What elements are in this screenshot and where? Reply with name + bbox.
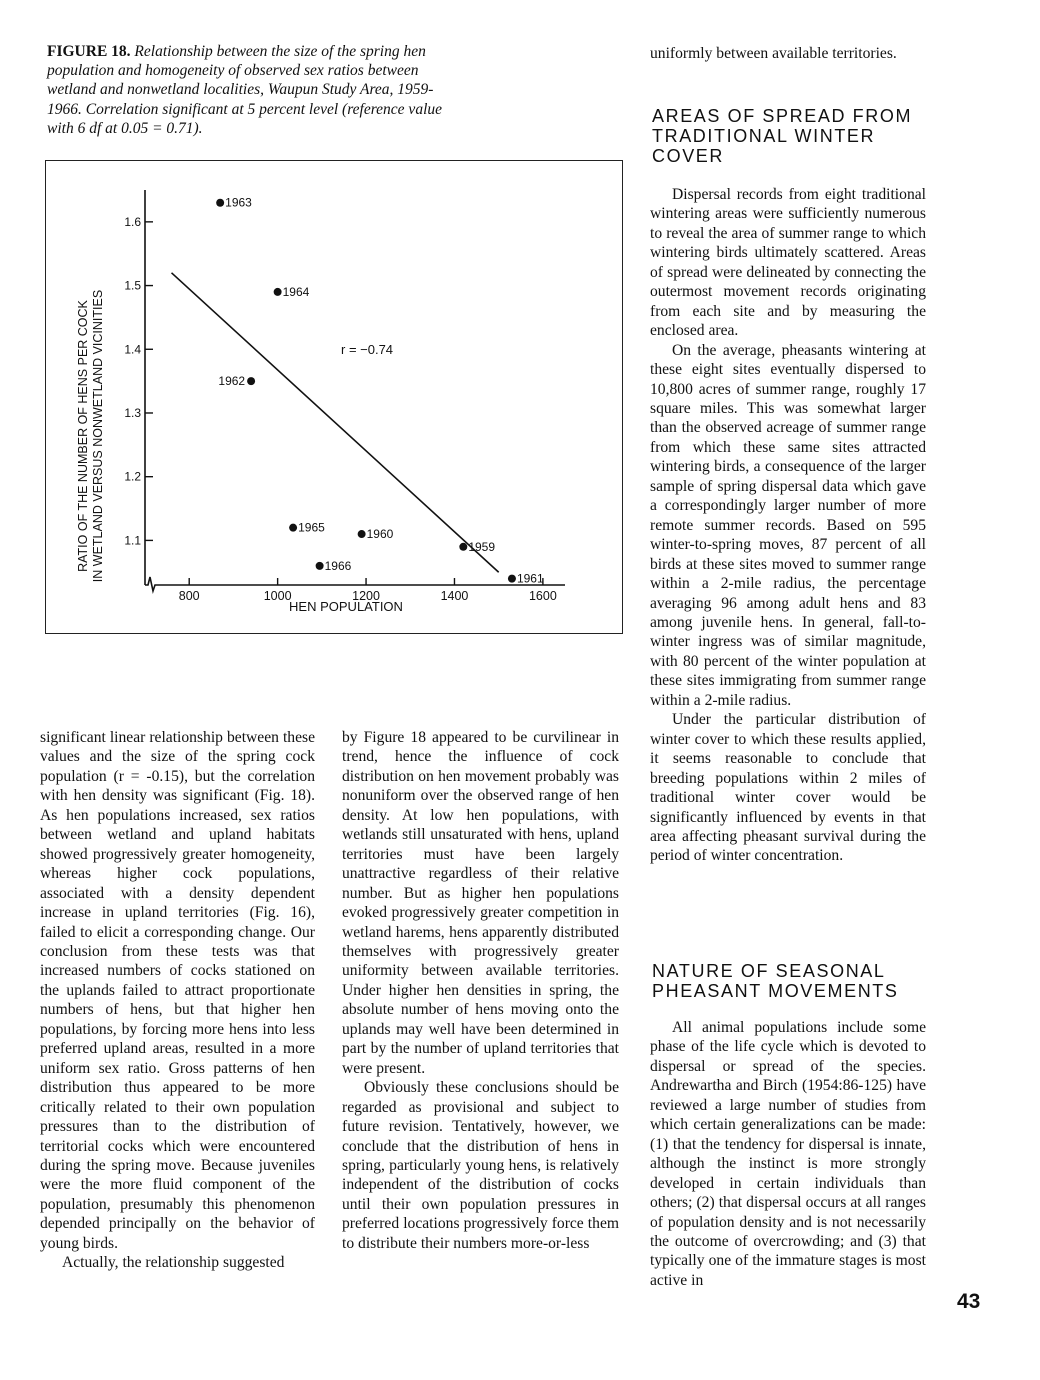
data-label-1963: 1963 xyxy=(225,195,252,210)
y-axis-label-line1: RATIO OF THE NUMBER OF HENS PER COCK xyxy=(76,300,90,572)
scatter-chart xyxy=(45,160,623,634)
left-paragraph-1: significant linear relationship between these values and the size of the spring cock population (r = -0.15), but the correlation with hen density was significant (Fig. 18). As hen populations increased, sex ratios between wetland and upland habitats showed progressively greater homogeneity, whereas higher cock populations, associated with a density dependent increase in upland territories (Fig. 16), failed to elicit a corresponding change. Our conclusion from these tests was that increased numbers of cocks stationed on the uplands failed to attract proportionate numbers of hens, but that higher hen populations, by forcing more hens into less preferred upland areas, resulted in a more uniform sex ratio. Gross patterns of hen distribution thus appeared to be more critically related to their own population pressures than to the distribution of territorial cocks which were encountered during the spring move. Because juveniles were the more fluid component of the population, presumably this phenomenon depended principally on the behavior of young birds. xyxy=(40,729,315,1252)
page-number: 43 xyxy=(957,1290,981,1313)
right-column-section-1 xyxy=(650,185,926,866)
data-point-1961 xyxy=(508,575,516,583)
x-tick-label: 1400 xyxy=(440,589,469,603)
middle-paragraph-2: Obviously these conclusions should be regarded as provisional and subject to future revision. Tentatively, however, we conclude that the distribution of hens in spring, particularly young hens, is relatively independent of the distribution of cocks until their own population pressures in preferred locations progressively force them to distribute their numbers more-or-less xyxy=(342,1079,619,1252)
x-tick-label: 1000 xyxy=(263,589,292,603)
right-paragraph-3: Under the particular distribution of winter cover to which these results applied, it seems reasonable to conclude that breeding populations within 2 miles of traditional winter cover would be significantly influenced by events in that area affecting pheasant survival during the period of winter concentration. xyxy=(650,711,926,865)
x-tick-label: 800 xyxy=(178,589,200,603)
y-tick-label: 1.1 xyxy=(124,533,141,548)
figure-caption xyxy=(47,42,467,138)
data-point-1965 xyxy=(289,524,297,532)
y-tick-label: 1.5 xyxy=(124,278,141,293)
data-label-1959: 1959 xyxy=(468,539,496,554)
left-paragraph-2: Actually, the relationship suggested xyxy=(62,1254,285,1272)
data-label-1961: 1961 xyxy=(516,571,544,586)
correlation-annotation: r = −0.74 xyxy=(341,342,394,357)
right-column-section-2 xyxy=(650,1018,926,1290)
x-tick-label: 1200 xyxy=(352,589,380,603)
data-label-1960: 1960 xyxy=(366,527,394,542)
section-heading-seasonal-movements: NATURE OF SEASONAL PHEASANT MOVEMENTS xyxy=(652,961,899,1001)
data-label-1966: 1966 xyxy=(324,558,352,573)
x-tick-label: 1600 xyxy=(528,589,557,603)
right-paragraph-4: All animal populations include some phase of the life cycle which is devoted to dispersal or spread of the species. Andrewartha and Birch (1954:86-125) have reviewed a large number of studies from which certain generalizations can be made: (1) that the tendency for dispersal is innate, although the instinct is more strongly developed in certain individuals than others; (2) that dispersal occurs at all ranges of population density and is not necessarily the outcome of overcrowding; and (3) that typically one of the immature stages is most active in xyxy=(650,1019,926,1289)
left-column xyxy=(40,728,315,1273)
y-tick-label: 1.2 xyxy=(124,469,141,484)
data-point-1966 xyxy=(316,562,324,570)
y-axis-label-line2: IN WETLAND VERSUS NONWETLAND VICINITIES xyxy=(91,289,105,583)
y-tick-label: 1.3 xyxy=(124,405,141,420)
right-continuation-text: uniformly between available territories. xyxy=(650,45,897,62)
data-point-1964 xyxy=(274,288,282,296)
regression-line xyxy=(172,273,499,572)
data-point-1963 xyxy=(216,199,224,207)
middle-paragraph-1: by Figure 18 appeared to be curvilinear in trend, hence the influence of cock distribution on hen movement probably was nonuniform over the observed range of hen density. At low hen populations, with wetlands still unsaturated with hens, upland territories must have been largely unattractive regardless of their relative number. But as higher hen populations evoked progressively greater competition in wetland harems, hens apparently distributed themselves with progressively greater uniformity between available territories. Under higher hen densities in spring, the absolute number of hens moving onto the uplands may well have been determined in part by the number of upland territories that were present. xyxy=(342,729,619,1077)
data-label-1965: 1965 xyxy=(298,520,325,535)
data-point-1960 xyxy=(358,530,366,538)
y-tick-label: 1.6 xyxy=(124,214,141,229)
data-point-1962 xyxy=(247,377,255,385)
x-axis-label: HEN POPULATION xyxy=(289,599,403,614)
right-column-top xyxy=(650,44,926,63)
right-paragraph-1: Dispersal records from eight traditional wintering areas were sufficiently numerous to reveal the area of summer range to which wintering birds ultimately scattered. Areas of spread were delineated by connecting the outermost movement records originating from each site and by measuring the enclosed area. xyxy=(650,186,926,340)
y-tick-label: 1.4 xyxy=(124,342,141,357)
data-label-1962: 1962 xyxy=(218,374,246,389)
section-heading-areas-of-spread: AREAS OF SPREAD FROM TRADITIONAL WINTER COVER xyxy=(652,106,913,166)
middle-column xyxy=(342,728,619,1253)
data-point-1959 xyxy=(459,543,467,551)
figure-caption-lead: FIGURE 18. xyxy=(47,43,131,60)
data-label-1964: 1964 xyxy=(282,284,310,299)
right-paragraph-2: On the average, pheasants wintering at these eight sites eventually dispersed to 10,800 acres of summer range, roughly 17 square miles. This was somewhat larger than the observed acreage of summer range from which these same sites attracted wintering birds, a consequence of the larger sample of spring dispersal data which gave a correspondingly larger number of more remote summer records. Based on 595 winter-to-spring moves, 87 percent of all birds at these sites moved to summer range within a 2-mile radius, the percentage averaging 96 among adult hens and 83 among juvenile hens. In general, fall-to-winter ingress was of similar magnitude, with 80 percent of the winter population at these sites immigrating from summer range within a 2-mile radius. xyxy=(650,341,926,709)
figure-caption-text: Relationship between the size of the spring hen population and homogeneity of observed sex ratios between wetland and nonwetland localities, Waupun Study Area, 1959-1966. Correlation significant at 5 percent level (reference value with 6 df at 0.05 = 0.71). xyxy=(47,43,443,137)
